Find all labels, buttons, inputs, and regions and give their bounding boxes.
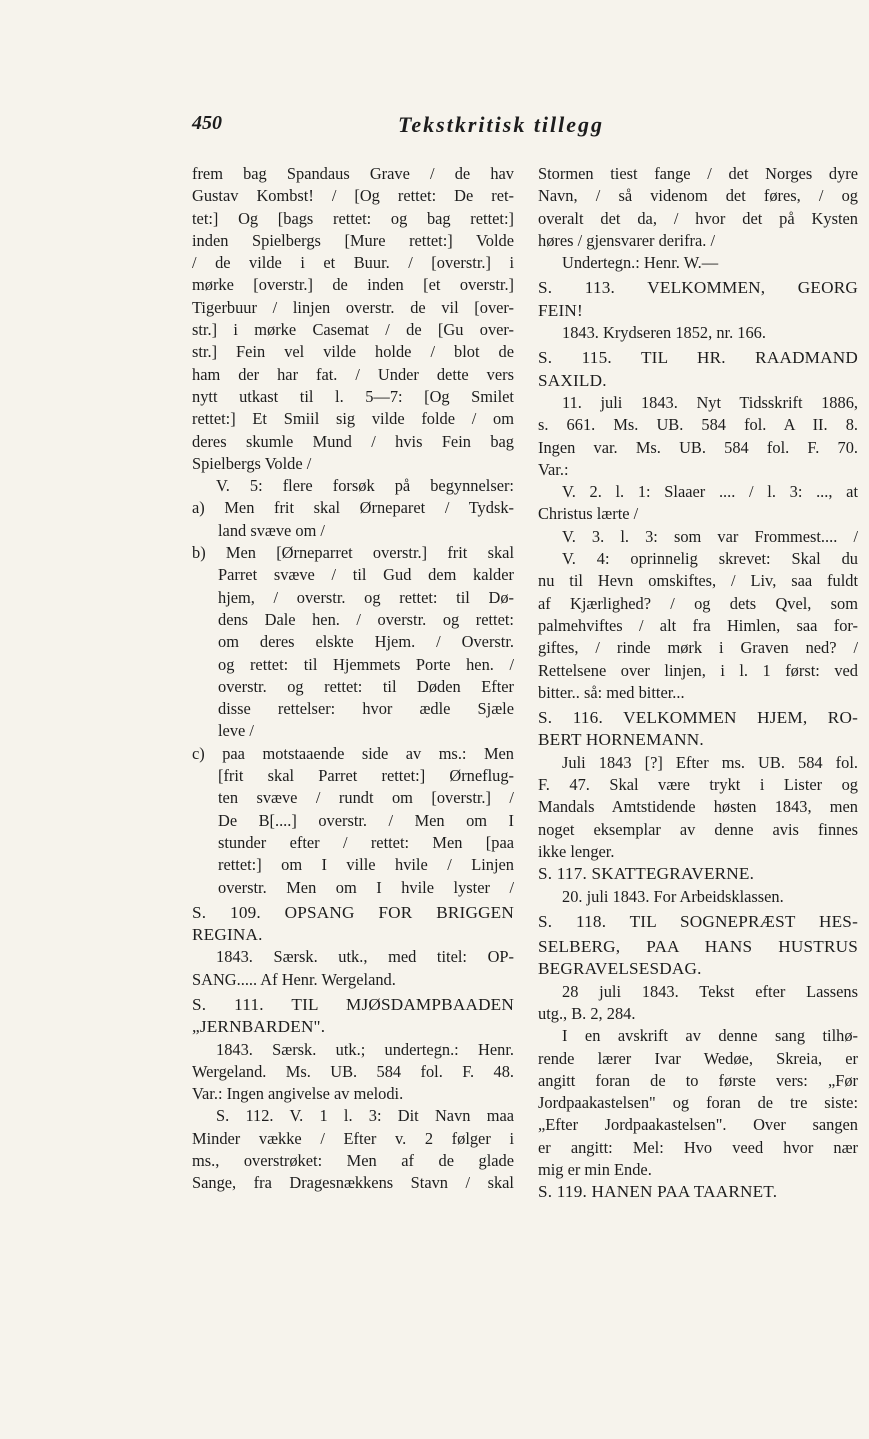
text-line: inden Spielbergs [Mure rettet:] Volde [192,230,514,250]
section-heading: REGINA. [192,925,263,945]
text-line: 20. juli 1843. For Arbeidsklassen. [562,886,784,906]
text-line: leve / [218,721,254,741]
text-line: rettet:] Et Smiil sig vilde folde / om [192,409,514,429]
text-line: Jordpaakastelsen" og foran de tre siste: [538,1093,858,1113]
section-heading: S. 109. OPSANG FOR BRIGGEN [192,902,514,922]
text-line: I en avskrift av denne sang tilhø- [562,1026,858,1046]
text-line: angitt foran de to første vers: „Før [538,1070,858,1090]
running-title: Tekstkritisk tillegg [398,112,605,137]
text-line: 1843. Særsk. utk.; undertegn.: Henr. [216,1039,514,1059]
text-line: overstr. Men om I hvile lyster / [218,877,514,897]
text-line: Gustav Kombst! / [Og rettet: De ret- [192,186,514,206]
section-heading: S. 111. TIL MJØSDAMPBAADEN [192,994,514,1014]
text-line: høres / gjensvarer derifra. / [538,230,716,250]
text-line: Juli 1843 [?] Efter ms. UB. 584 fol. [562,752,858,772]
text-line: giftes, / rinde mørk i Graven ned? / [538,638,858,658]
text-line: Tigerbuur / linjen overstr. de vil [over- [192,297,514,317]
page-header [192,112,640,146]
text-line: / de vilde i et Buur. / [overstr.] i [192,253,514,273]
text-line: F. 47. Skal være trykt i Lister og [538,775,858,795]
section-heading: SELBERG, PAA HANS HUSTRUS [538,937,858,957]
page-number: 450 [192,112,222,134]
text-line: V. 2. l. 1: Slaaer .... / l. 3: ..., at [562,482,858,502]
text-line: a) Men frit skal Ørneparet / Tydsk- [192,498,514,518]
text-line: Mandals Amtstidende høsten 1843, men [538,797,858,817]
text-line: noget eksemplar av denne avis finnes [538,819,858,839]
text-line: V. 4: oprinnelig skrevet: Skal du [562,549,858,569]
text-line: nytt utkast til l. 5—7: [Og Smilet [192,386,514,406]
section-heading: „JERNBARDEN". [192,1017,326,1037]
text-line: ikke lenger. [538,841,615,861]
text-line: Var.: Ingen angivelse av melodi. [192,1084,404,1104]
text-line: „Efter Jordpaakastelsen". Over sangen [538,1115,858,1135]
text-line: og rettet: til Hjemmets Porte hen. / [218,654,514,674]
text-line: V. 3. l. 3: som var Frommest.... / [562,526,858,546]
text-line: Navn, / så videnom det føres, / og [538,186,858,206]
text-line: land svæve om / [218,520,325,540]
text-line: Stormen tiest fange / det Norges dyre [538,164,858,183]
section-heading: SAXILD. [538,370,607,390]
text-line: utg., B. 2, 284. [538,1003,636,1023]
text-line: rende lærer Ivar Wedøe, Skreia, er [538,1048,858,1068]
text-line: Undertegn.: Henr. W.— [562,253,719,273]
text-line: De B[....] overstr. / Men om I [218,810,514,830]
text-line: 28 juli 1843. Tekst efter Lassens [562,981,858,1001]
text-line: mig er min Ende. [538,1160,652,1180]
text-line: dens Dale hen. / overstr. og rettet: [218,609,514,629]
text-line: Sange, fra Dragesnækkens Stavn / skal [192,1173,514,1193]
text-line: tet:] Og [bags rettet: og bag rettet:] [192,208,514,228]
text-line: nu til Hevn omskiftes, / Liv, saa fuldt [538,571,858,591]
text-line: S. 112. V. 1 l. 3: Dit Navn maa [216,1106,514,1126]
text-line: Minder vække / Efter v. 2 følger i [192,1128,514,1148]
section-heading: S. 119. HANEN PAA TAARNET. [538,1182,778,1202]
section-heading: S. 118. TIL SOGNEPRÆST HES- [538,911,858,931]
text-line: ten svæve / rundt om [overstr.] / [218,788,514,808]
text-line: str.] Fein vel vilde holde / blot de [192,342,514,362]
text-line: er angitt: Mel: Hvo veed hvor nær [538,1137,858,1157]
section-heading: FEIN! [538,300,583,320]
text-line: Ingen var. Ms. UB. 584 fol. F. 70. [538,437,858,457]
text-line: overstr. og rettet: til Døden Efter [218,676,514,696]
section-heading: S. 115. TIL HR. RAADMAND [538,348,858,368]
text-line: om deres elskte Hjem. / Overstr. [218,632,514,652]
text-line: Christus lærte / [538,504,639,524]
text-line: [frit skal Parret rettet:] Ørneflug- [218,766,514,786]
text-line: Parret svæve / til Gud dem kalder [218,565,514,585]
right-column [538,163,858,1204]
section-heading: BERT HORNEMANN. [538,730,704,750]
text-line: frem bag Spandaus Grave / de hav [192,164,514,183]
section-heading: S. 113. VELKOMMEN, GEORG [538,278,858,298]
text-line: 1843. Krydseren 1852, nr. 166. [562,323,766,343]
text-line: ham der har fat. / Under dette vers [192,364,514,384]
section-heading: S. 117. SKATTEGRAVERNE. [538,864,755,884]
text-line: Spielbergs Volde / [192,453,312,473]
section-heading: BEGRAVELSESDAG. [538,959,702,979]
text-line: Wergeland. Ms. UB. 584 fol. F. 48. [192,1061,514,1081]
text-line: stunder efter / rettet: Men [paa [218,832,514,852]
left-column [192,163,514,1195]
text-line: disse rettelser: hvor ædle Sjæle [218,699,514,719]
text-line: str.] i mørke Casemat / de [Gu over- [192,320,514,340]
text-line: c) paa motstaaende side av ms.: Men [192,743,514,763]
text-line: ms., overstrøket: Men af de glade [192,1151,514,1171]
text-line: mørke [overstr.] de inden [et overstr.] [192,275,514,295]
text-line: SANG..... Af Henr. Wergeland. [192,969,396,989]
text-line: rettet:] om I ville hvile / Linjen [218,855,514,875]
text-line: palmehviftes / alt fra Himlen, saa for- [538,615,858,635]
text-line: deres skumle Mund / hvis Fein bag [192,431,514,451]
text-line: Rettelsene over linjen, i l. 1 først: ved [538,660,858,680]
text-line: hjem, / overstr. og rettet: til Dø- [218,587,514,607]
text-line: Var.: [538,459,569,479]
text-line: 11. juli 1843. Nyt Tidsskrift 1886, [562,392,858,412]
text-line: overalt det da, / hvor det på Kysten [538,208,858,228]
text-line: bitter.. så: med bitter... [538,682,685,702]
text-line: V. 5: flere forsøk på begynnelser: [216,476,514,496]
text-line: b) Men [Ørneparret overstr.] frit skal [192,543,514,563]
text-line: s. 661. Ms. UB. 584 fol. A II. 8. [538,415,858,435]
text-line: af Kjærlighed? / og dets Qvel, som [538,593,858,613]
section-heading: S. 116. VELKOMMEN HJEM, RO- [538,708,858,728]
text-line: 1843. Særsk. utk., med titel: OP- [216,947,514,967]
